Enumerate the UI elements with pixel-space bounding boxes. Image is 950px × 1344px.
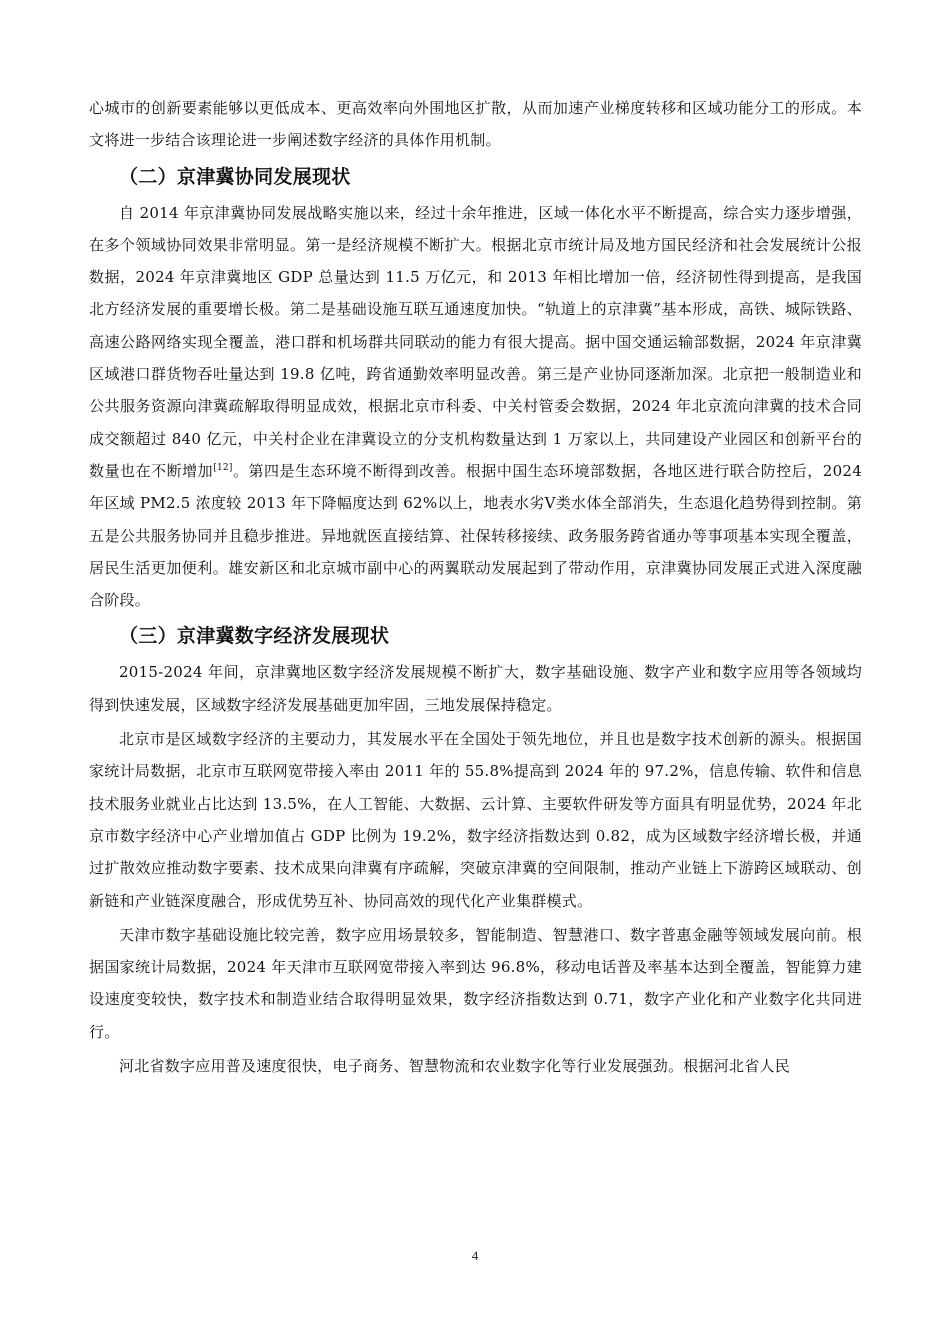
continuation-paragraph: 心城市的创新要素能够以更低成本、更高效率向外围地区扩散，从而加速产业梯度转移和区域功能分工的形成。本文将进一步结合该理论进一步阐述数字经济的具体作用机制。 — [89, 99, 862, 150]
section2-paragraph-part2: 。第四是生态环境不断得到改善。根据中国生态环境部数据，各地区进行联合防控后，2024 年区域 PM2.5 浓度较 2013 年下降幅度达到 62%以上，地表水劣Ⅴ类水体全部消失，生态退化趋势得到控制。第五是公共服务协同并且稳步推进。异地就医直接结算、社保转移接续、政务服务跨省通办等事项基本实现全覆盖，居民生活更加便利。雄安新区和北京城市副中心的两翼联动发展起到了带动作用，京津冀协同发展正式进入深度融合阶段。 — [89, 461, 862, 610]
citation-ref: [12] — [213, 462, 233, 473]
document-page — [89, 92, 862, 1082]
section-heading-2: （二）京津冀协同发展现状 — [119, 165, 351, 188]
section-heading-3: （三）京津冀数字经济发展现状 — [119, 625, 390, 648]
section3-paragraph-tianjin: 天津市数字基础设施比较完善，数字应用场景较多，智能制造、智慧港口、数字普惠金融等领域发展向前。根据国家统计局数据，2024 年天津市互联网宽带接入率到达 96.8%，移动电话普及率基本达到全覆盖，智能算力建设速度变较快，数字技术和制造业结合取得明显效果，数字经济指数达到 0.71，数字产业化和产业数字化共同进行。 — [89, 925, 862, 1041]
section2-paragraph-part1: 自 2014 年京津冀协同发展战略实施以来，经过十余年推进，区域一体化水平不断提高，综合实力逐步增强，在多个领域协同效果非常明显。第一是经济规模不断扩大。根据北京市统计局及地方国民经济和社会发展统计公报数据，2024 年京津冀地区 GDP 总量达到 11.5 万亿元，和 2013 年相比增加一倍，经济韧性得到提高，是我国北方经济发展的重要增长极。第二是基础设施互联互通速度加快。“轨道上的京津冀”基本形成，高铁、城际铁路、高速公路网络实现全覆盖，港口群和机场群共同联动的能力有很大提高。据中国交通运输部数据，2024 年京津冀区域港口群货物吞吐量达到 19.8 亿吨，跨省通勤效率明显改善。第三是产业协同逐渐加深。北京把一般制造业和公共服务资源向津冀疏解取得明显成效，根据北京市科委、中关村管委会数据，2024 年北京流向津冀的技术合同成交额超过 840 亿元，中关村企业在津冀设立的分支机构数量达到 1 万家以上，共同建设产业园区和创新平台的数量也在不断增加 — [89, 203, 862, 480]
section2-paragraph — [89, 197, 862, 617]
section3-paragraph-overview: 2015-2024 年间，京津冀地区数字经济发展规模不断扩大，数字基础设施、数字产业和数字应用等各领域均得到快速发展，区域数字经济发展基础更加牢固，三地发展保持稳定。 — [89, 663, 862, 714]
section3-paragraph-hebei: 河北省数字应用普及速度很快，电子商务、智慧物流和农业数字化等行业发展强劲。根据河北省人民 — [119, 1057, 791, 1076]
page-number: 4 — [471, 1248, 479, 1263]
section3-paragraph-beijing: 北京市是区域数字经济的主要动力，其发展水平在全国处于领先地位，并且也是数字技术创新的源头。根据国家统计局数据，北京市互联网宽带接入率由 2011 年的 55.8%提高到 2024 年的 97.2%，信息传输、软件和信息技术服务业就业占比达到 13.5%，在人工智能、大数据、云计算、主要软件研发等方面具有明显优势，2024 年北京市数字经济中心产业增加值占 GDP 比例为 19.2%，数字经济指数达到 0.82，成为区域数字经济增长极，并通过扩散效应推动数字要素、技术成果向津冀有序疏解，突破京津冀的空间限制，推动产业链上下游跨区域联动、创新链和产业链深度融合，形成优势互补、协同高效的现代化产业集群模式。 — [89, 730, 862, 910]
